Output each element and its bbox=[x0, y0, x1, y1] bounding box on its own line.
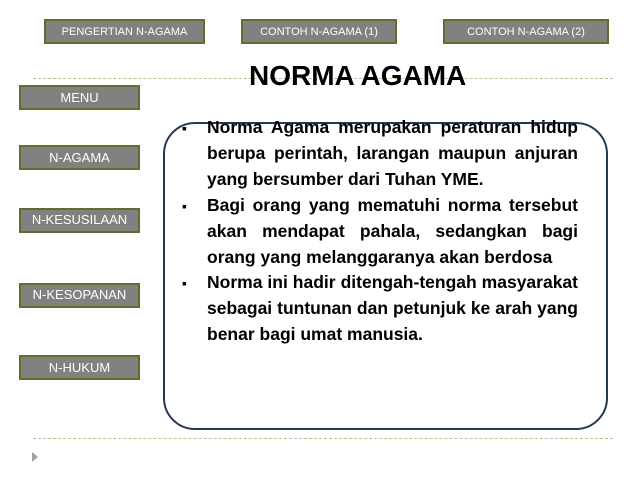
square-bullet-icon: ▪ bbox=[182, 120, 187, 136]
menu-item-label: N-KESOPANAN bbox=[32, 287, 127, 302]
tab-contoh-n-agama-1[interactable] bbox=[241, 19, 397, 44]
menu-item-n-hukum[interactable] bbox=[19, 355, 140, 380]
tab-contoh-n-agama-2[interactable] bbox=[443, 19, 609, 44]
page-title: NORMA AGAMA bbox=[249, 60, 467, 91]
list-item bbox=[180, 270, 578, 348]
menu-item-label: N-KESUSILAAN bbox=[31, 212, 128, 227]
bullet-text: Bagi orang yang mematuhi norma tersebut akan mendapat pahala, sedangkan bagi orang yang melanggaranya akan berdosa bbox=[207, 194, 578, 267]
list-item bbox=[180, 115, 578, 193]
triangle-right-icon[interactable] bbox=[32, 452, 38, 462]
list-item bbox=[180, 193, 578, 271]
menu-item-n-kesusilaan[interactable] bbox=[19, 208, 140, 233]
menu-item-n-agama[interactable] bbox=[19, 145, 140, 170]
square-bullet-icon: ▪ bbox=[182, 275, 187, 292]
menu-item-n-kesopanan[interactable] bbox=[19, 283, 140, 308]
menu-item-label: N-HUKUM bbox=[48, 360, 111, 375]
tab-label: CONTOH N-AGAMA (2) bbox=[467, 25, 585, 38]
square-bullet-icon: ▪ bbox=[182, 197, 187, 214]
menu-button-label: MENU bbox=[60, 90, 99, 105]
bullet-text: Norma ini hadir ditengah-tengah masyarakat sebagai tuntunan dan petunjuk ke arah yang benar bagi umat manusia. bbox=[207, 272, 578, 345]
menu-button[interactable] bbox=[19, 85, 140, 110]
tab-pengertian-n-agama[interactable] bbox=[44, 19, 205, 44]
bullet-list bbox=[180, 115, 578, 348]
menu-item-label: N-AGAMA bbox=[49, 150, 110, 165]
bottom-divider bbox=[33, 438, 613, 439]
tab-label: CONTOH N-AGAMA (1) bbox=[260, 25, 378, 38]
tab-label: PENGERTIAN N-AGAMA bbox=[61, 25, 188, 38]
bullet-text: Norma Agama merupakan peraturan hidup berupa perintah, larangan maupun anjuran yang bersumber dari Tuhan YME. bbox=[207, 117, 578, 189]
